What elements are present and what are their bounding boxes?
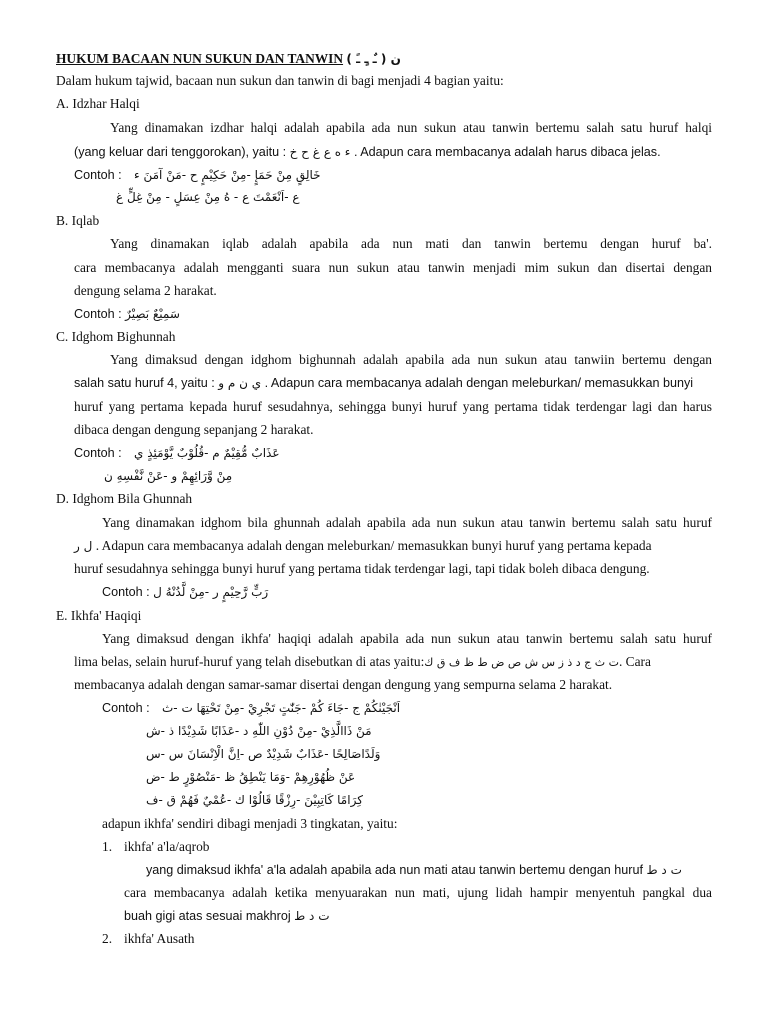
section-c-p4: dibaca dengan dengung sepanjang 2 harakat.	[74, 422, 314, 437]
list-item-1-p2: cara membacanya adalah ketika menyuarakan nun mati, ujung lidah hampir menyentuh pangkal dua	[124, 885, 712, 900]
section-e-example-5-text: كِرَامًا كَاتِبِيْنَ -رِزْقًا قَالُوْا ك -عُمْيٌ فَهُمْ ق -ف	[146, 793, 363, 807]
section-d-p2-text: . Adapun cara membacanya adalah dengan meleburkan/ memasukkan bunyi huruf yang pertama kepada	[95, 538, 652, 553]
page-title	[56, 50, 401, 68]
section-e-example-2-text: مَنْ ذَاالَّذِيْ -مِنْ دُوْنِ اللّٰهِ د -عَذَابًا شَدِيْدًا ذ -ش	[146, 724, 372, 738]
section-e-letters: ت ث ج د ذ ز س ش ص ض ط ظ ف ق ك	[424, 656, 619, 669]
section-b-p1: Yang dinamakan iqlab adalah apabila ada nun mati dan tanwin bertemu dengan huruf ba'.	[110, 236, 712, 251]
section-e-example-2	[146, 722, 372, 740]
list-item-1-title: ikhfa' a'la/aqrob	[124, 839, 210, 854]
section-b-contoh	[74, 305, 180, 323]
section-e-contoh-label: Contoh :	[102, 701, 150, 715]
title-text: HUKUM BACAAN NUN SUKUN DAN TANWIN	[56, 51, 344, 66]
section-c-p1: Yang dimaksud dengan idghom bighunnah adalah apabila ada nun sukun atau tanwiin bertemu dengan	[110, 352, 712, 367]
section-a-p2-end: . Adapun cara membacanya adalah harus dibaca jelas.	[353, 145, 661, 159]
intro-paragraph: Dalam hukum tajwid, bacaan nun sukun dan tanwin di bagi menjadi 4 bagian yaitu:	[56, 73, 504, 88]
section-c-letters: ي ن م و	[218, 376, 262, 390]
section-e-p3: membacanya adalah dengan samar-samar disertai dengan dengung yang sempurna selama 2 harakat.	[74, 677, 613, 692]
section-e-example-4	[146, 768, 355, 786]
section-e-example-5	[146, 791, 363, 809]
section-a-heading: A. Idzhar Halqi	[56, 96, 140, 111]
section-a-contoh-label: Contoh :	[74, 168, 122, 182]
section-c-example-2	[104, 467, 232, 485]
section-e-heading: E. Ikhfa' Haqiqi	[56, 608, 142, 623]
section-a-example-1	[134, 166, 321, 184]
section-e-example-3-text: وَلَدًاصَالِحًا -عَذَابٌ شَدِيْدٌ ص -اِنَّ الْاِنْسَانَ س -س	[146, 747, 381, 761]
section-d-heading: D. Idghom Bila Ghunnah	[56, 491, 193, 506]
section-c-example-2-text: مِنْ وَّرَائِهِمْ و -عَنْ نَّفْسِهِ ن	[104, 469, 233, 483]
section-e-p2	[74, 653, 714, 672]
list-item-1-p1-text: yang dimaksud ikhfa' a'la adalah apabila ada nun mati atau tanwin bertemu dengan huruf	[146, 863, 644, 877]
section-d-p2	[74, 537, 652, 555]
section-d-contoh	[102, 583, 268, 601]
section-b-contoh-label: Contoh :	[74, 307, 122, 321]
section-a-p2-text: (yang keluar dari tenggorokan), yaitu :	[74, 145, 287, 159]
section-d-contoh-label: Contoh :	[102, 585, 150, 599]
section-d-p3: huruf sesudahnya sehingga bunyi huruf yang pertama tidak terdengar lagi, tapi tidak boleh dibaca dengung.	[74, 561, 650, 576]
section-c-contoh-label: Contoh :	[74, 446, 122, 460]
section-e-example-1-text: اَنْجَيْنٰكُمْ ج -جَاءَ كُمْ -جَنّٰتٍ تَجْرِيْ -مِنْ تَحْتِهَا ت -ث	[162, 701, 401, 715]
list-item-1-p1-letters: ت د ط	[646, 863, 682, 877]
section-a-p2	[74, 143, 661, 161]
section-c-heading: C. Idghom Bighunnah	[56, 329, 176, 344]
list-item-1-p1	[146, 861, 682, 879]
section-a-example-2	[116, 188, 300, 206]
section-b-example-1: سَمِيْعٌ بَصِيْرٌ	[125, 307, 180, 321]
section-e-p1: Yang dimaksud dengan ikhfa' haqiqi adalah apabila ada nun sukun atau tanwin bertemu salah satu huruf	[102, 631, 712, 646]
section-c-example-1	[134, 444, 280, 462]
section-b-p2: cara membacanya adalah mengganti suara nun sukun atau tanwin menjadi mim sukun dan disertai dengan	[74, 260, 712, 275]
section-a-halqi-letters: ء ه ع غ ح خ	[289, 145, 351, 159]
section-e-sub-intro: adapun ikhfa' sendiri dibagi menjadi 3 tingkatan, yaitu:	[102, 816, 398, 831]
section-c-p3: huruf yang pertama kepada huruf sesudahnya, sehingga bunyi huruf yang pertama tidak terdengar lagi dan harus	[74, 399, 712, 414]
section-c-p2	[74, 374, 693, 392]
list-item-1-p3-letters: ت د ط	[294, 909, 330, 923]
section-e-example-4-text: عَنْ ظُهُوْرِهِمْ -وَمَا يَنْطِقُ ظ -مَنْصُوْرٍ ط -ض	[146, 770, 356, 784]
section-e-p2-text: lima belas, selain huruf-huruf yang telah disebutkan di atas yaitu:	[74, 654, 425, 669]
section-c-example-1-text: عَذَابٌ مُّقِيْمٌ م -قُلُوْبٌ يَّوْمَئِذٍ ي	[134, 446, 280, 460]
list-item-1-p3-text: buah gigi atas sesuai makhroj	[124, 909, 291, 923]
section-e-example-1	[162, 699, 400, 717]
list-item-2-number: 2.	[102, 931, 113, 946]
section-c-p2-end: . Adapun cara membacanya adalah dengan meleburkan/ memasukkan bunyi	[264, 376, 694, 390]
section-a-example-2-text: ع -اَنْعَمْتَ ع - هُ مِنْ عِسَلٍ - مِنْ غِلٍّ غ	[116, 190, 300, 204]
section-a-p1: Yang dinamakan izdhar halqi adalah apabila ada nun sukun atau tanwin bertemu salah satu huruf halqi	[110, 120, 712, 135]
list-item-1-number: 1.	[102, 839, 113, 854]
list-item-1-p3	[124, 907, 330, 925]
section-c-p2-text: salah satu huruf 4, yaitu :	[74, 376, 215, 390]
title-arabic: ن ( ـٌ ـٍ ـً )	[346, 52, 401, 66]
section-b-p3: dengung selama 2 harakat.	[74, 283, 217, 298]
section-a-example-1-text: خَالِقٍ مِنْ حَمَإٍ -مِنْ حَكِيْمٍ ح -مَنْ آمَنَ ء	[134, 168, 321, 182]
section-b-heading: B. Iqlab	[56, 213, 100, 228]
section-d-letters: ل ر	[74, 539, 93, 553]
list-item-2-title: ikhfa' Ausath	[124, 931, 195, 946]
section-e-p2-end: . Cara	[618, 654, 651, 669]
section-d-example-1: رَبٍّ رَّحِيْمٍ ر -مِنْ لَّدُنْهُ ل	[153, 585, 269, 599]
section-d-p1: Yang dinamakan idghom bila ghunnah adalah apabila ada nun sukun atau tanwin bertemu salah satu huruf	[102, 515, 712, 530]
section-e-example-3	[146, 745, 380, 763]
